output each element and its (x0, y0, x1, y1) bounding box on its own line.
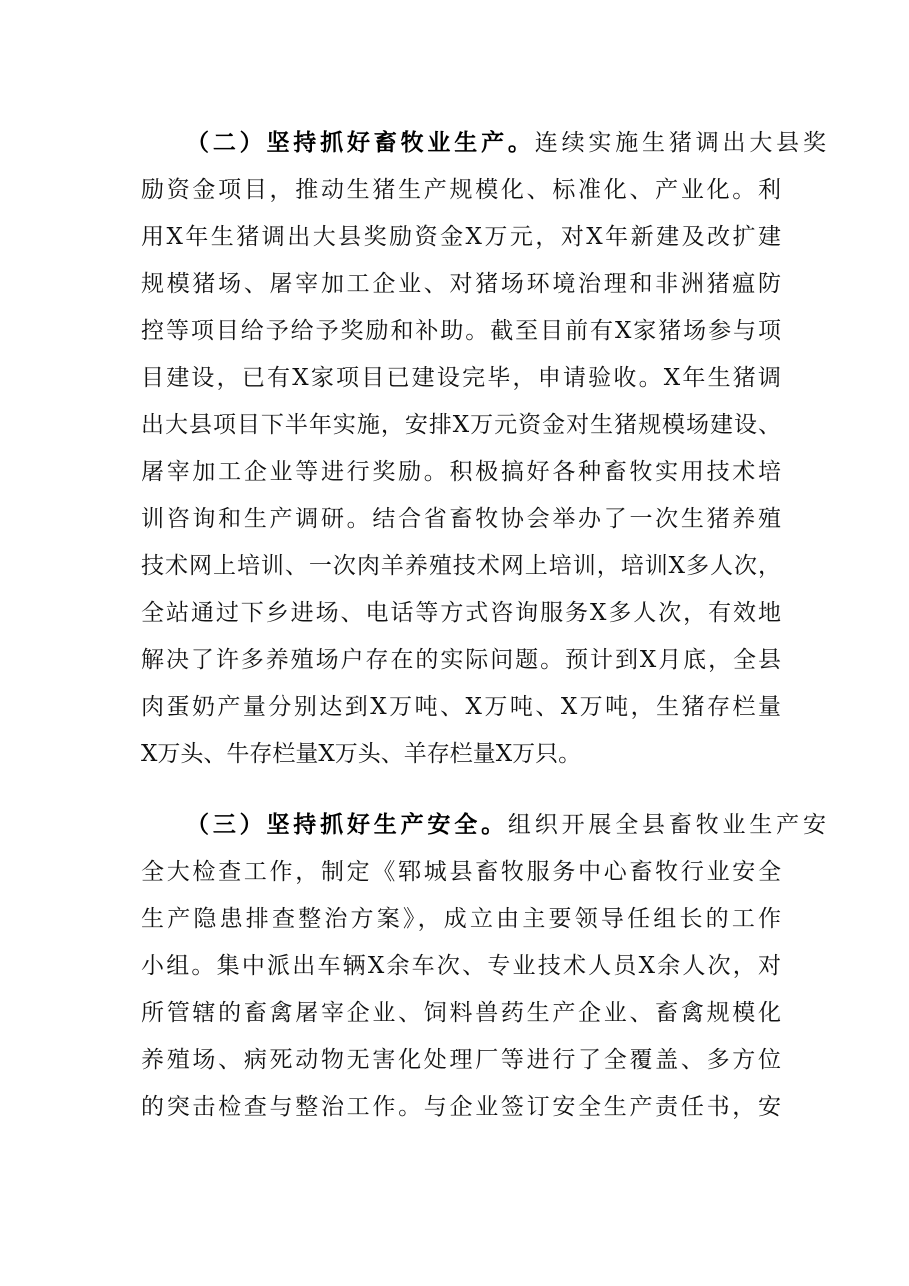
paragraph-line: 励资金项目，推动生猪生产规模化、标准化、产业化。利 (141, 177, 781, 203)
paragraph-line: 所管辖的畜禽屠宰企业、饲料兽药生产企业、畜禽规模化 (141, 1000, 781, 1026)
paragraph-line: 小组。集中派出车辆X余车次、专业技术人员X余人次，对 (141, 953, 781, 979)
paragraph-line: 全大检查工作，制定《郓城县畜牧服务中心畜牧行业安全 (141, 859, 781, 885)
paragraph-line: 的突击检查与整治工作。与企业签订安全生产责任书，安 (141, 1094, 781, 1120)
paragraph-line: 屠宰加工企业等进行奖励。积极搞好各种畜牧实用技术培 (141, 459, 781, 485)
paragraph-line: 养殖场、病死动物无害化处理厂等进行了全覆盖、多方位 (141, 1047, 781, 1073)
paragraph-line: 控等项目给予给予奖励和补助。截至目前有X家猪场参与项 (141, 318, 781, 344)
section-heading: （二）坚持抓好畜牧业生产。 (186, 130, 535, 156)
paragraph-line: 用X年生猪调出大县奖励资金X万元，对X年新建及改扩建 (141, 224, 781, 250)
paragraph-text: 组织开展全县畜牧业生产安 (507, 812, 827, 838)
paragraph-line: 规模猪场、屠宰加工企业、对猪场环境治理和非洲猪瘟防 (141, 271, 781, 297)
paragraph-line: 全站通过下乡进场、电话等方式咨询服务X多人次，有效地 (141, 600, 781, 626)
paragraph-line: 解决了许多养殖场户存在的实际问题。预计到X月底，全县 (141, 647, 781, 673)
paragraph-line (186, 805, 826, 845)
paragraph-line: 训咨询和生产调研。结合省畜牧协会举办了一次生猪养殖 (141, 506, 781, 532)
section-heading: （三）坚持抓好生产安全。 (186, 812, 508, 838)
paragraph-line: 出大县项目下半年实施，安排X万元资金对生猪规模场建设、 (141, 412, 781, 438)
paragraph-line: 生产隐患排查整治方案》，成立由主要领导任组长的工作 (141, 906, 781, 932)
paragraph-line: 技术网上培训、一次肉羊养殖技术网上培训，培训X多人次， (141, 553, 781, 579)
paragraph-text: 连续实施生猪调出大县奖 (534, 130, 827, 156)
paragraph-line: 肉蛋奶产量分别达到X万吨、X万吨、X万吨，生猪存栏量 (141, 694, 781, 720)
paragraph-line (186, 123, 826, 163)
paragraph-line: X万头、牛存栏量X万头、羊存栏量X万只。 (141, 741, 582, 767)
paragraph-line: 目建设，已有X家项目已建设完毕，申请验收。X年生猪调 (141, 365, 781, 391)
